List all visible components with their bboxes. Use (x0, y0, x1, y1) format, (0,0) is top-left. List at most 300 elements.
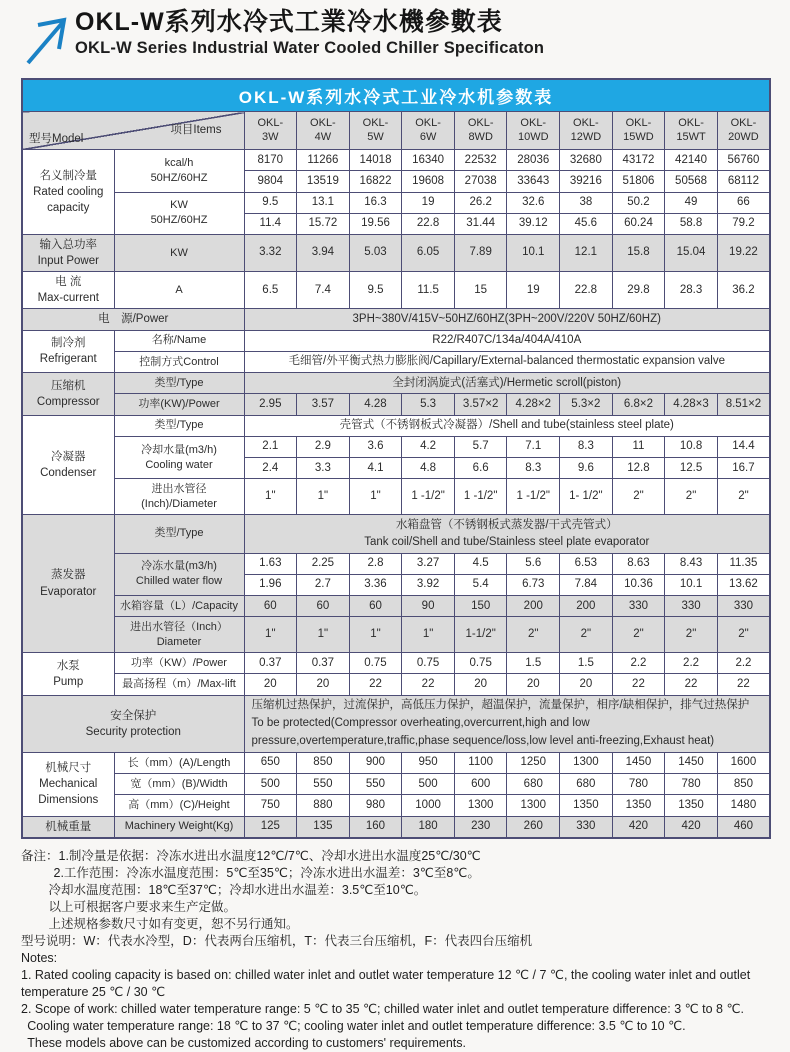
text-line: 电 源/Power (98, 313, 169, 326)
page-title: OKL-W系列水冷式工業冷水機參數表 (75, 8, 503, 36)
value-cell: 20 (297, 674, 350, 695)
section-label-max-current (22, 272, 114, 309)
section-label-security-protection (22, 695, 244, 752)
value-cell: 2" (717, 617, 770, 653)
value-cell: 36.2 (717, 272, 770, 309)
value-cell: 50568 (665, 171, 718, 192)
value-cell: 7.89 (454, 235, 507, 272)
text-line: Chilled water flow (135, 575, 223, 588)
row-rated-cooling-capacity (22, 192, 770, 213)
value-cell: 14.4 (717, 436, 770, 457)
value-cell: 39216 (560, 171, 613, 192)
text-line: 电 流 (55, 276, 82, 289)
value-cell: 780 (612, 774, 665, 795)
text-line: KW (170, 199, 188, 212)
value-cell: 16340 (402, 150, 455, 171)
value-cell: 2" (717, 479, 770, 515)
value-cell: 28.3 (665, 272, 718, 309)
value-cell: 20 (454, 674, 507, 695)
value-cell: 9.5 (244, 192, 297, 213)
span-value (244, 695, 770, 752)
row-machinery-weight (22, 816, 770, 838)
value-cell: 1.96 (244, 574, 297, 595)
text-line: 冷冻水量(m3/h) (141, 560, 217, 573)
text-line: 机械尺寸 (45, 762, 92, 775)
text-line: 功率(KW)/Power (138, 398, 220, 411)
value-cell: 0.37 (297, 653, 350, 674)
value-cell: 22 (612, 674, 665, 695)
item-label (114, 373, 244, 394)
value-cell: 6.05 (402, 235, 455, 272)
text-line: (Inch)/Diameter (141, 497, 217, 510)
value-cell: 2.8 (349, 553, 402, 574)
value-cell: 16822 (349, 171, 402, 192)
item-label (114, 150, 244, 193)
text-line: KW (170, 246, 188, 259)
text-line: OKL- (310, 116, 336, 129)
text-line: 压缩机过热保护，过流保护，高低压力保护，超温保护，流量保护，相序/缺相保护，排气过热保护 (251, 699, 750, 711)
item-label (114, 394, 244, 415)
text-line: OKL- (257, 116, 284, 129)
value-cell: 2" (612, 479, 665, 515)
model-header-8wd (454, 112, 507, 150)
item-label (114, 235, 244, 272)
value-cell: 8.51×2 (717, 394, 770, 415)
value-cell: 13.1 (297, 192, 350, 213)
value-cell: 850 (717, 774, 770, 795)
text-line: 蒸发器 (51, 569, 86, 582)
text-line: OKL- (678, 116, 704, 129)
value-cell: 2.2 (665, 653, 718, 674)
value-cell: 11.35 (717, 553, 770, 574)
text-line: 最高扬程（m）/Max-lift (122, 677, 236, 690)
value-cell: 3.94 (297, 235, 350, 272)
row-evaporator (22, 515, 770, 554)
value-cell: 460 (717, 816, 770, 838)
notes (21, 848, 769, 1052)
text-line: OKL- (573, 116, 599, 129)
row-compressor (22, 373, 770, 394)
row-mechanical-dimensions (22, 752, 770, 773)
text-line: Security protection (85, 725, 181, 738)
value-cell: 15.04 (665, 235, 718, 272)
value-cell: 650 (244, 752, 297, 773)
text-line: 类型/Type (154, 376, 204, 389)
note-line: 2.工作范围：冷冻水温度范围：5℃至35℃；冷冻水进出水温差：3℃至8℃。 (53, 865, 480, 880)
row-mechanical-dimensions (22, 774, 770, 795)
value-cell: 14018 (349, 150, 402, 171)
item-label (114, 774, 244, 795)
text-line: 进出水管径（Inch） (130, 620, 228, 633)
value-cell: 2" (560, 617, 613, 653)
value-cell: 330 (612, 596, 665, 617)
text-line: 全封闭涡旋式(活塞式)/Hermetic scroll(piston) (392, 376, 622, 389)
value-cell: 5.4 (454, 574, 507, 595)
row-refrigerant (22, 351, 770, 372)
table-caption-row (22, 79, 770, 112)
text-line: OKL- (730, 116, 757, 129)
value-cell: 10.1 (665, 574, 718, 595)
text-line: Machinery Weight(Kg) (124, 820, 234, 833)
value-cell: 20 (560, 674, 613, 695)
value-cell: 8.43 (665, 553, 718, 574)
text-line: OKL- (467, 116, 494, 129)
text-line: 压缩机 (51, 379, 86, 392)
note-line: 型号说明：W：代表水冷型，D：代表两台压缩机，T：代表三台压缩机，F：代表四台压缩机 (21, 933, 533, 948)
value-cell: 56760 (717, 150, 770, 171)
value-cell: 50.2 (612, 192, 665, 213)
value-cell: 330 (717, 596, 770, 617)
value-cell: 22532 (454, 150, 507, 171)
value-cell: 2" (665, 479, 718, 515)
value-cell: 5.3 (402, 394, 455, 415)
value-cell: 3.27 (402, 553, 455, 574)
value-cell: 4.8 (402, 458, 455, 479)
value-cell: 1600 (717, 752, 770, 773)
value-cell: 135 (297, 816, 350, 838)
item-label (114, 436, 244, 479)
value-cell: 1" (349, 479, 402, 515)
item-label (114, 479, 244, 515)
span-value (244, 351, 770, 372)
value-cell: 0.75 (349, 653, 402, 674)
value-cell: 19 (402, 192, 455, 213)
value-cell: 68112 (717, 171, 770, 192)
value-cell: 10.1 (507, 235, 560, 272)
note-line: 冷却水温度范围：18℃至37℃；冷却水进出水温差：3.5℃至10℃。 (48, 882, 427, 897)
value-cell: 32680 (560, 150, 613, 171)
value-cell: 1000 (402, 795, 455, 816)
text-line: 名称/Name (151, 334, 207, 347)
table-title: OKL-W系列水冷式工业冷水机参数表 (22, 79, 770, 112)
value-cell: 16.3 (349, 192, 402, 213)
value-cell: 22 (349, 674, 402, 695)
text-line: 安全保护 (110, 709, 157, 722)
value-cell: 39.12 (507, 213, 560, 234)
value-cell: 1350 (665, 795, 718, 816)
value-cell: 6.5 (244, 272, 297, 309)
value-cell: 2.4 (244, 458, 297, 479)
model-header-4w (297, 112, 350, 150)
value-cell: 20 (507, 674, 560, 695)
value-cell: 9804 (244, 171, 297, 192)
note-line: 备注：1.制冷量是依据：冷冻水进出水温度12℃/7℃、冷却水进出水温度25℃/30℃ (21, 848, 481, 863)
value-cell: 5.7 (454, 436, 507, 457)
value-cell: 19.22 (717, 235, 770, 272)
value-cell: 1450 (612, 752, 665, 773)
text-line: 水箱盘管（不锈钢板式蒸发器/干式壳管式） (395, 518, 618, 531)
value-cell: 12.8 (612, 458, 665, 479)
row-pump (22, 674, 770, 695)
note-line: 以上可根据客户要求来生产定做。 (48, 899, 237, 914)
text-line: 制冷剂 (51, 337, 86, 350)
row-evaporator (22, 617, 770, 653)
value-cell: 180 (402, 816, 455, 838)
value-cell: 4.28×2 (507, 394, 560, 415)
value-cell: 1" (244, 617, 297, 653)
value-cell: 680 (507, 774, 560, 795)
text-line: 水泵 (56, 659, 80, 672)
corner-items-label: 项目Items (170, 124, 222, 136)
value-cell: 2" (507, 617, 560, 653)
note-line: Cooling water temperature range: 18 ℃ to 37 ℃; cooling water inlet and outlet temperature difference: 3.5 ℃ to 10 ℃. (27, 1018, 686, 1033)
text-line: 类型/Type (154, 527, 204, 540)
note-line: These models above can be customized according to customers' requirements. (27, 1035, 466, 1050)
section-label-mechanical-dimensions (22, 752, 114, 816)
row-power-supply (22, 309, 770, 330)
row-condenser (22, 436, 770, 457)
text-line: capacity (47, 202, 90, 215)
value-cell: 0.75 (402, 653, 455, 674)
item-label (114, 515, 244, 554)
value-cell: 9.6 (560, 458, 613, 479)
value-cell: 5.3×2 (560, 394, 613, 415)
value-cell: 150 (454, 596, 507, 617)
text-line: OKL- (520, 116, 547, 129)
text-line: 类型/Type (154, 419, 204, 432)
value-cell: 15.8 (612, 235, 665, 272)
text-line: 10WD (517, 130, 549, 143)
value-cell: 4.2 (402, 436, 455, 457)
model-header-row (22, 112, 770, 150)
value-cell: 66 (717, 192, 770, 213)
text-line: Refrigerant (39, 353, 97, 366)
value-cell: 16.7 (717, 458, 770, 479)
note-line: 上述规格参数尺寸如有变更，恕不另行通知。 (48, 916, 299, 931)
text-line: 壳管式（不锈钢板式冷凝器）/Shell and tube(stainless steel plate) (339, 419, 674, 432)
text-line: kcal/h (164, 156, 194, 169)
item-label (114, 596, 244, 617)
value-cell: 15 (454, 272, 507, 309)
model-header-5w (349, 112, 402, 150)
value-cell: 33643 (507, 171, 560, 192)
value-cell: 1300 (454, 795, 507, 816)
value-cell: 9.5 (349, 272, 402, 309)
item-label (114, 192, 244, 235)
value-cell: 6.73 (507, 574, 560, 595)
value-cell: 1350 (560, 795, 613, 816)
value-cell: 8.63 (612, 553, 665, 574)
value-cell: 3.6 (349, 436, 402, 457)
value-cell: 4.28 (349, 394, 402, 415)
value-cell: 3.32 (244, 235, 297, 272)
text-line: Mechanical (39, 778, 98, 791)
value-cell: 6.8×2 (612, 394, 665, 415)
section-label-compressor (22, 373, 114, 416)
value-cell: 420 (612, 816, 665, 838)
text-line: Input Power (37, 255, 99, 268)
section-label-rated-cooling-capacity (22, 150, 114, 235)
text-line: Condenser (40, 466, 97, 479)
text-line: 15WD (623, 130, 654, 143)
value-cell: 420 (665, 816, 718, 838)
text-line: OKL- (625, 116, 652, 129)
value-cell: 3.57 (297, 394, 350, 415)
value-cell: 10.36 (612, 574, 665, 595)
value-cell: 22 (402, 674, 455, 695)
text-line: 毛细管/外平衡式热力膨胀阀/Capillary/External-balanced thermostatic expansion valve (288, 355, 726, 368)
text-line: 50HZ/60HZ (150, 171, 208, 184)
value-cell: 7.1 (507, 436, 560, 457)
span-value (244, 373, 770, 394)
value-cell: 27038 (454, 171, 507, 192)
text-line: 5W (367, 130, 384, 143)
value-cell: 230 (454, 816, 507, 838)
text-line: 长（mm）(A)/Length (127, 756, 231, 769)
text-line: OKL- (415, 116, 441, 129)
text-line: Tank coil/Shell and tube/Stainless steel plate evaporator (364, 535, 650, 548)
value-cell: 125 (244, 816, 297, 838)
value-cell: 22.8 (560, 272, 613, 309)
value-cell: 11.5 (402, 272, 455, 309)
value-cell: 3.57×2 (454, 394, 507, 415)
value-cell: 600 (454, 774, 507, 795)
item-label (114, 816, 244, 838)
value-cell: 750 (244, 795, 297, 816)
text-line: Cooling water (145, 458, 213, 471)
value-cell: 29.8 (612, 272, 665, 309)
text-line: To be protected(Compressor overheating,overcurrent,high and low (251, 716, 590, 729)
text-line: 名义制冷量 (39, 169, 97, 182)
value-cell: 500 (244, 774, 297, 795)
value-cell: 43172 (612, 150, 665, 171)
value-cell: 1480 (717, 795, 770, 816)
value-cell: 38 (560, 192, 613, 213)
value-cell: 260 (507, 816, 560, 838)
value-cell: 22.8 (402, 213, 455, 234)
value-cell: 15.72 (297, 213, 350, 234)
corner-model-label: 型号Model (29, 133, 84, 145)
text-line: pressure,overtemperature,traffic,phase sequence/loss,low level anti-freezing,Exhaust heat) (251, 734, 715, 747)
model-header-6w (402, 112, 455, 150)
row-max-current (22, 272, 770, 309)
value-cell: 160 (349, 816, 402, 838)
item-label (114, 330, 244, 351)
text-line: 15WT (676, 130, 706, 143)
text-line: 3PH~380V/415V~50HZ/60HZ(3PH~200V/220V 50HZ/60HZ) (352, 312, 661, 325)
item-label (114, 674, 244, 695)
value-cell: 1450 (665, 752, 718, 773)
note-line: 1. Rated cooling capacity is based on: chilled water inlet and outlet water temperature 12 ℃ / 7 ℃, the cooling water inlet and outlet (21, 967, 751, 982)
item-label (114, 415, 244, 436)
value-cell: 1.5 (507, 653, 560, 674)
row-refrigerant (22, 330, 770, 351)
row-input-power (22, 235, 770, 272)
value-cell: 31.44 (454, 213, 507, 234)
value-cell: 2.9 (297, 436, 350, 457)
section-label-pump (22, 653, 114, 696)
value-cell: 2.2 (612, 653, 665, 674)
text-line: 3W (262, 130, 279, 143)
value-cell: 19 (507, 272, 560, 309)
value-cell: 1300 (507, 795, 560, 816)
item-label (114, 351, 244, 372)
text-line: Max-current (37, 292, 99, 305)
value-cell: 0.37 (244, 653, 297, 674)
value-cell: 900 (349, 752, 402, 773)
value-cell: 200 (507, 596, 560, 617)
arrow-logo-icon (21, 12, 67, 66)
text-line: A (175, 283, 183, 296)
value-cell: 20 (244, 674, 297, 695)
value-cell: 19608 (402, 171, 455, 192)
value-cell: 4.28×3 (665, 394, 718, 415)
value-cell: 1.63 (244, 553, 297, 574)
page-subtitle: OKL-W Series Industrial Water Cooled Chiller Specificaton (75, 38, 545, 57)
value-cell: 79.2 (717, 213, 770, 234)
text-line: Rated cooling (33, 185, 104, 198)
value-cell: 3.36 (349, 574, 402, 595)
row-evaporator (22, 553, 770, 574)
value-cell: 950 (402, 752, 455, 773)
text-line: 6W (419, 130, 437, 143)
value-cell: 2.2 (717, 653, 770, 674)
value-cell: 8.3 (560, 436, 613, 457)
section-label-refrigerant (22, 330, 114, 373)
value-cell: 2.25 (297, 553, 350, 574)
value-cell: 4.5 (454, 553, 507, 574)
value-cell: 1" (244, 479, 297, 515)
value-cell: 6.53 (560, 553, 613, 574)
section-label-condenser (22, 415, 114, 514)
value-cell: 10.8 (665, 436, 718, 457)
section-label-machinery-weight (22, 816, 114, 838)
value-cell: 1350 (612, 795, 665, 816)
model-header-12wd (560, 112, 613, 150)
value-cell: 19.56 (349, 213, 402, 234)
value-cell: 5.03 (349, 235, 402, 272)
value-cell: 1" (402, 617, 455, 653)
value-cell: 1.5 (560, 653, 613, 674)
value-cell: 49 (665, 192, 718, 213)
item-label (114, 617, 244, 653)
spec-table-body (22, 150, 770, 838)
text-line: Dimensions (38, 794, 99, 807)
text-line: 输入总功率 (39, 239, 97, 251)
value-cell: 1300 (560, 752, 613, 773)
text-line: 控制方式Control (139, 355, 219, 368)
note-line: 2. Scope of work: chilled water temperature range: 5 ℃ to 35 ℃; chilled water inlet and outlet temperature difference: 3 ℃ to 8 ℃. (21, 1001, 744, 1016)
value-cell: 22 (717, 674, 770, 695)
value-cell: 11266 (297, 150, 350, 171)
value-cell: 42140 (665, 150, 718, 171)
value-cell: 6.6 (454, 458, 507, 479)
title-block (75, 8, 544, 58)
value-cell: 28036 (507, 150, 560, 171)
row-pump (22, 653, 770, 674)
span-value (244, 415, 770, 436)
value-cell: 3.92 (402, 574, 455, 595)
value-cell: 1- 1/2" (560, 479, 613, 515)
item-label (114, 752, 244, 773)
row-compressor (22, 394, 770, 415)
value-cell: 200 (560, 596, 613, 617)
section-label-power-supply (22, 309, 244, 330)
text-line: OKL- (362, 116, 389, 129)
value-cell: 0.75 (454, 653, 507, 674)
value-cell: 11.4 (244, 213, 297, 234)
model-header-15wt (665, 112, 718, 150)
row-condenser (22, 479, 770, 515)
value-cell: 60.24 (612, 213, 665, 234)
text-line: R22/R407C/134a/404A/410A (432, 334, 582, 347)
text-line: 冷却水量(m3/h) (141, 443, 217, 456)
value-cell: 32.6 (507, 192, 560, 213)
text-line: 高（mm）(C)/Height (128, 799, 230, 812)
value-cell: 680 (560, 774, 613, 795)
value-cell: 7.84 (560, 574, 613, 595)
value-cell: 51806 (612, 171, 665, 192)
